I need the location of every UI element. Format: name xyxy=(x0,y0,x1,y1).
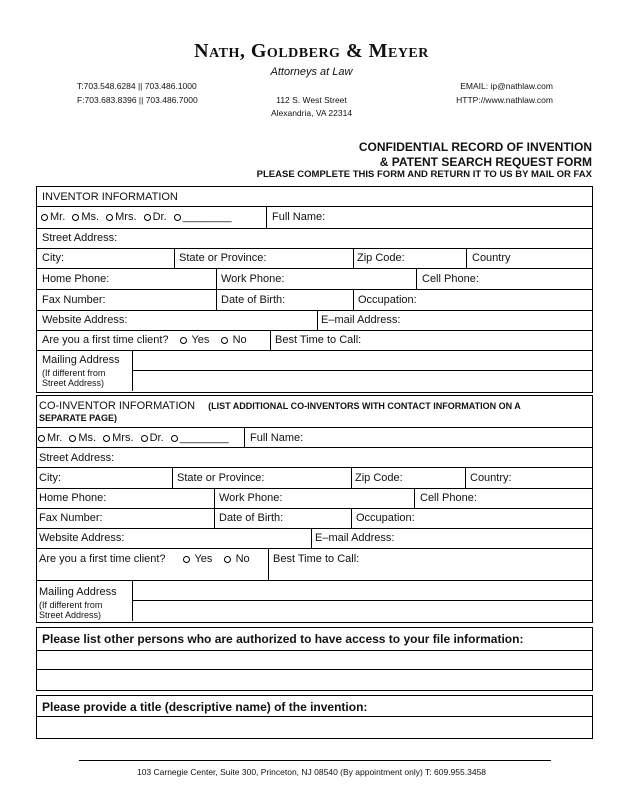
coinventor-full-name-field[interactable]: Full Name: xyxy=(250,432,304,444)
firm-email: EMAIL: ip@nathlaw.com xyxy=(460,81,553,91)
coinventor-state-field[interactable]: State or Province: xyxy=(177,472,265,484)
office-city: Alexandria, VA 22314 xyxy=(270,108,353,118)
radio-mr[interactable]: Mr. xyxy=(41,211,65,223)
inventor-state-field[interactable]: State or Province: xyxy=(179,252,267,264)
co-radio-mrs[interactable]: Mrs. xyxy=(103,432,133,444)
coinventor-home-phone-field[interactable]: Home Phone: xyxy=(39,492,107,504)
coinventor-section xyxy=(36,395,593,623)
inventor-website-field[interactable]: Website Address: xyxy=(42,314,128,326)
form-title-line2: & PATENT SEARCH REQUEST FORM xyxy=(379,155,592,169)
inventor-mailing-note1: (If different from xyxy=(42,368,106,378)
form-instructions: PLEASE COMPLETE THIS FORM AND RETURN IT TO US BY MAIL OR FAX xyxy=(256,169,592,180)
authorized-line-2[interactable] xyxy=(37,670,591,688)
office-street: 112 S. West Street xyxy=(276,95,347,105)
coinventor-dob-field[interactable]: Date of Birth: xyxy=(219,512,284,524)
co-radio-other[interactable]: ________ xyxy=(171,432,229,444)
inventor-heading: INVENTOR INFORMATION xyxy=(42,191,178,203)
form-title-line1: CONFIDENTIAL RECORD OF INVENTION xyxy=(358,140,592,154)
inventor-best-time-field[interactable]: Best Time to Call: xyxy=(275,334,362,346)
coinventor-work-phone-field[interactable]: Work Phone: xyxy=(219,492,283,504)
radio-mrs[interactable]: Mrs. xyxy=(106,211,136,223)
coinventor-zip-field[interactable]: Zip Code: xyxy=(355,472,403,484)
firm-tagline: Attorneys at Law xyxy=(270,66,353,78)
authorized-heading: Please list other persons who are authorized to have access to your file information: xyxy=(42,632,524,646)
coinventor-best-time-field[interactable]: Best Time to Call: xyxy=(273,553,360,565)
inventor-city-field[interactable]: City: xyxy=(42,252,64,264)
inventor-street-field[interactable]: Street Address: xyxy=(42,232,118,244)
coinventor-email-field[interactable]: E–mail Address: xyxy=(315,532,395,544)
phone-numbers: T:703.548.6284 || 703.486.1000 xyxy=(77,81,197,91)
inventor-occupation-field[interactable]: Occupation: xyxy=(358,294,417,306)
inventor-work-phone-field[interactable]: Work Phone: xyxy=(221,273,285,285)
radio-other[interactable]: ________ xyxy=(174,211,232,223)
inventor-first-time-question: Are you a first time client? Yes No xyxy=(42,334,247,346)
radio-ms[interactable]: Ms. xyxy=(72,211,99,223)
coinventor-first-time-question: Are you a first time client? Yes No xyxy=(39,553,250,565)
inventor-home-phone-field[interactable]: Home Phone: xyxy=(42,273,110,285)
footer-address: 103 Carnegie Center, Suite 300, Princeton, NJ 08540 (By appointment only) T: 609.955.3458 xyxy=(136,767,487,777)
coinventor-cell-phone-field[interactable]: Cell Phone: xyxy=(420,492,477,504)
inventor-title-options xyxy=(41,211,232,223)
coinventor-mailing-label: Mailing Address xyxy=(39,586,117,598)
radio-dr[interactable]: Dr. xyxy=(144,211,167,223)
inventor-mailing-label: Mailing Address xyxy=(42,354,120,366)
coinventor-mailing-note1: (If different from xyxy=(39,600,103,610)
inventor-cell-phone-field[interactable]: Cell Phone: xyxy=(422,273,479,285)
coinventor-occupation-field[interactable]: Occupation: xyxy=(356,512,415,524)
co-radio-yes[interactable]: Yes xyxy=(183,553,213,565)
coinventor-note: (LIST ADDITIONAL CO-INVENTORS WITH CONTACT INFORMATION ON A xyxy=(208,401,521,411)
radio-yes[interactable]: Yes xyxy=(180,334,210,346)
inventor-dob-field[interactable]: Date of Birth: xyxy=(221,294,286,306)
coinventor-title-options xyxy=(38,432,229,444)
inventor-country-field[interactable]: Country xyxy=(472,252,511,264)
authorized-line-1[interactable] xyxy=(37,651,591,668)
fax-numbers: F:703.683.8396 || 703.486.7000 xyxy=(77,95,198,105)
coinventor-fax-field[interactable]: Fax Number: xyxy=(39,512,103,524)
co-radio-ms[interactable]: Ms. xyxy=(69,432,96,444)
coinventor-street-field[interactable]: Street Address: xyxy=(39,452,115,464)
invention-title-field[interactable] xyxy=(37,717,591,736)
inventor-fax-field[interactable]: Fax Number: xyxy=(42,294,106,306)
coinventor-city-field[interactable]: City: xyxy=(39,472,61,484)
inventor-full-name-field[interactable]: Full Name: xyxy=(272,211,326,223)
co-radio-dr[interactable]: Dr. xyxy=(141,432,164,444)
firm-name: Nath, Goldberg & Meyer xyxy=(194,40,429,62)
firm-website: HTTP://www.nathlaw.com xyxy=(456,95,553,105)
inventor-email-field[interactable]: E–mail Address: xyxy=(321,314,401,326)
coinventor-mailing-note2: Street Address) xyxy=(39,610,102,620)
invention-heading: Please provide a title (descriptive name) of the invention: xyxy=(42,700,368,714)
co-radio-no[interactable]: No xyxy=(224,553,250,565)
co-radio-mr[interactable]: Mr. xyxy=(38,432,62,444)
radio-no[interactable]: No xyxy=(221,334,247,346)
inventor-mailing-note2: Street Address) xyxy=(42,378,105,388)
coinventor-country-field[interactable]: Country: xyxy=(470,472,512,484)
coinventor-note-cont: SEPARATE PAGE) xyxy=(39,413,118,423)
inventor-zip-field[interactable]: Zip Code: xyxy=(357,252,405,264)
coinventor-website-field[interactable]: Website Address: xyxy=(39,532,125,544)
coinventor-heading: CO-INVENTOR INFORMATION (LIST ADDITIONAL CO-INVENTORS WITH CONTACT INFORMATION ON A xyxy=(39,400,521,412)
